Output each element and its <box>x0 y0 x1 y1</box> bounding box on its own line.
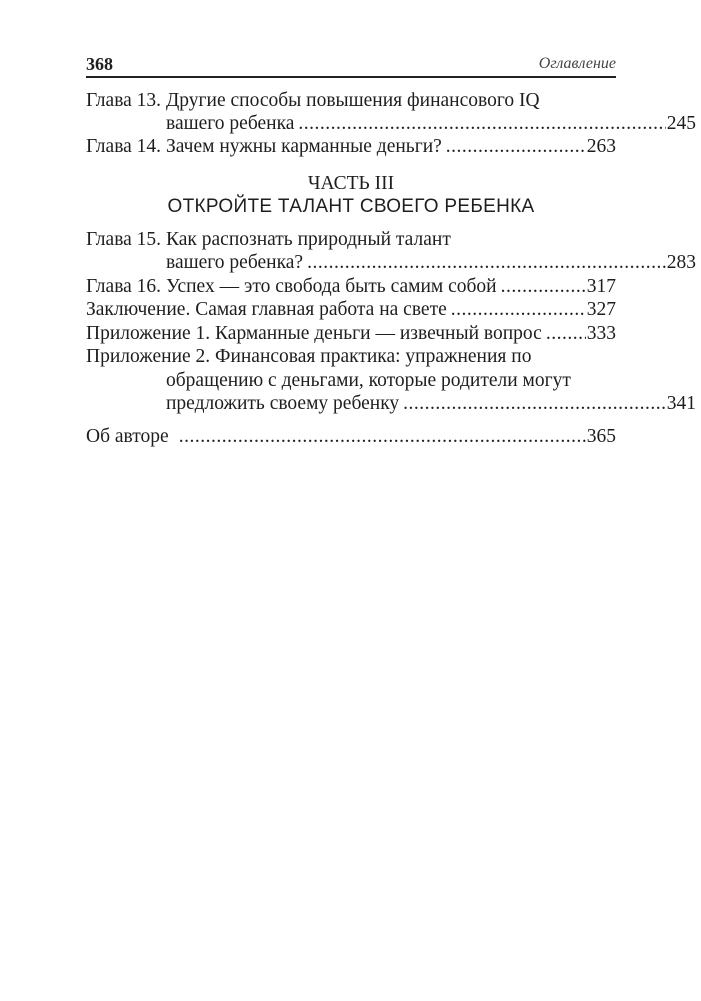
part-label: ЧАСТЬ III <box>307 173 395 194</box>
entry-title: Приложение 1. Карманные деньги — извечный вопрос <box>86 323 542 344</box>
toc-entry-13-cont <box>86 112 696 135</box>
entry-title: Другие способы повышения финансового IQ <box>166 90 540 111</box>
entry-page: 365 <box>586 426 616 447</box>
toc-entry-15-cont <box>86 251 696 274</box>
entry-label: Глава 16. <box>86 276 162 297</box>
page-number: 368 <box>86 54 113 74</box>
toc-entry-appendix-2-cont <box>86 369 696 392</box>
entry-title: Заключение. Самая главная работа на свете <box>86 299 447 320</box>
entry-page: 341 <box>666 393 696 414</box>
toc-entry-appendix-2 <box>86 345 616 368</box>
entry-page: 317 <box>586 276 616 297</box>
part-title: ОТКРОЙТЕ ТАЛАНТ СВОЕГО РЕБЕНКА <box>167 196 535 217</box>
toc-entry-about-author <box>86 425 616 448</box>
toc-entry-15 <box>86 228 616 251</box>
entry-label: Глава 14. <box>86 136 162 157</box>
dot-leader <box>307 251 666 274</box>
dot-leader <box>179 425 586 448</box>
running-header <box>86 52 616 78</box>
dot-leader <box>501 275 586 298</box>
entry-page: 333 <box>586 323 616 344</box>
entry-title: Приложение 2. Финансовая практика: упражнения по <box>86 346 532 367</box>
entry-page: 245 <box>666 113 696 134</box>
dot-leader <box>446 135 586 158</box>
entry-page: 263 <box>586 136 616 157</box>
entry-label: Глава 13. <box>86 90 162 111</box>
toc-entry-appendix-2-cont <box>86 392 696 415</box>
entry-label: Глава 15. <box>86 229 162 250</box>
dot-leader <box>298 112 665 135</box>
section-title: Оглавление <box>538 55 616 72</box>
toc-entry-13 <box>86 89 616 112</box>
entry-page: 327 <box>586 299 616 320</box>
entry-title-cont: вашего ребенка <box>166 113 295 134</box>
toc-entry-14 <box>86 135 616 158</box>
entry-title-cont: вашего ребенка? <box>166 252 304 273</box>
toc-entry-appendix-1 <box>86 322 616 345</box>
entry-page: 283 <box>666 252 696 273</box>
toc-entry-conclusion <box>86 298 616 321</box>
dot-leader <box>546 322 586 345</box>
entry-title: Успех — это свобода быть самим собой <box>166 276 497 297</box>
entry-title-cont: предложить своему ребенку <box>166 393 400 414</box>
entry-title: Зачем нужны карманные деньги? <box>166 136 442 157</box>
dot-leader <box>403 392 666 415</box>
entry-title: Об авторе <box>86 426 169 447</box>
toc-entry-16 <box>86 275 616 298</box>
dot-leader <box>451 298 586 321</box>
entry-title-cont: обращению с деньгами, которые родители могут <box>166 370 571 391</box>
entry-title: Как распознать природный талант <box>166 229 451 250</box>
